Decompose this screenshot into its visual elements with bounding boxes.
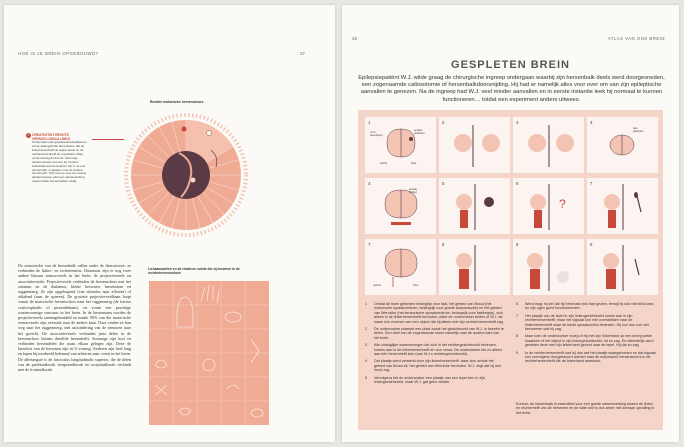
homunculus-diagram — [121, 105, 251, 245]
brain-dog-icon — [365, 178, 436, 234]
running-head-right: ATLAS VAN ONS BREIN — [607, 36, 665, 41]
label-links-2: links — [413, 284, 419, 287]
step-number: 9 — [516, 350, 519, 355]
callout — [27, 133, 92, 184]
step-number: 4 — [365, 359, 368, 364]
step-item — [516, 351, 656, 364]
page-title: GESPLETEN BREIN — [451, 59, 570, 71]
steps-left-column — [365, 302, 505, 388]
step-number: 6 — [516, 302, 519, 306]
step-illustration-8: 7 — [587, 178, 658, 234]
label-tast: tast- gebieden — [633, 127, 644, 133]
step-illustration-4: 3 tast- gebieden — [587, 117, 658, 173]
callout-title-2: VERSUS LOGICA LINKS — [32, 137, 70, 142]
grid-caption: Lichaamsdelen en de relatieve ruimte die zij innemen in de rechterhersenschors — [148, 267, 240, 276]
step-illustration-5: 4 spraak- gebied — [365, 178, 436, 234]
callout-marker: ! — [27, 133, 30, 137]
label-rechts: rechts — [380, 162, 388, 165]
brain-top-icon — [587, 117, 658, 173]
right-page — [342, 5, 679, 442]
callout-connector — [92, 139, 124, 140]
step-illustration-6: 5 — [439, 178, 510, 234]
step-item — [365, 327, 505, 340]
head-with-screen-icon — [439, 117, 510, 173]
callout-title-1: CREATIVITEIT RECHTS — [32, 133, 69, 137]
body-parts-illustrations — [149, 281, 269, 425]
homunculus-title: Rechter motorische hersenschors — [150, 100, 204, 104]
running-head-left: HOE IS JE BREIN OPGEBOUWD? — [18, 51, 99, 56]
split-brain-icon — [365, 117, 436, 173]
step-text: Omdat de twee gebieden belangrijk voor taal, het gebied van Broca (het motorische spraakcentrum, belangrijk voor goede taalproductie) en het gebied van Wernicke (het sensorische spraakcentrum, belangrijk voor taalbegrip), zich alleen in de linkerhersenhelft bevinden, wilde de onderzoeker testen of W.J. de naam kon noemen van een object dat hij alleen met zijn rechterhersenhelft zag. — [374, 302, 504, 324]
step-illustration-3: 3 — [513, 117, 584, 173]
step-text: Vervolgens liet de onderzoeker een plaatje van een lepel zien in zijn linkergezichtsveld, maar W.J. gaf geen reactie. — [374, 375, 485, 385]
step-number: 1 — [365, 302, 368, 306]
step-text: Werd mag; hij zei dat hij helemaal niks had gezien, terwijl hij ook niet blind was en zijn ogen goed functioneerden. — [525, 302, 654, 311]
person-question-icon — [513, 178, 584, 234]
step-text: Maar toen de onderzoeker vroeg of hij met zijn linkerhand op een kreeg welke kraakken of het object in zijn linkergezichtsveld, tot zo zag. En uiteindelijk werd gesleten deze met zijn linkerhand gericht naar de lepel. Hij dat zo zag. — [525, 334, 654, 348]
step-illustration-1: 1 vorm bevestigen spraak- gebieden rechts links — [365, 117, 436, 173]
step-illustration-10: 8 — [439, 239, 510, 295]
label-spraak: spraak- gebieden — [414, 129, 425, 135]
step-illustration-11: 9 — [513, 239, 584, 295]
step-item — [365, 343, 505, 356]
step-number: 2 — [365, 327, 368, 332]
svg-text:?: ? — [559, 197, 566, 211]
page-number-right: 26 — [352, 36, 358, 41]
step-item — [365, 376, 505, 385]
step-number: 3 — [365, 343, 368, 348]
label-rechter: rechter — [373, 284, 382, 287]
step-number: 7 — [516, 313, 519, 318]
page-number-left: 27 — [299, 51, 305, 56]
closing-text: Kortom: de hersenbalk is essentieel voor een goede samenwerking tussen de linker- en rechterhelft van de hersenen en de witte stof is dus zeker niet zomaar opvulling in het brein. — [516, 402, 655, 415]
step-item — [365, 302, 505, 324]
label-spraakgebied: spraak- gebied — [409, 188, 418, 194]
step-illustration-2: 2 — [439, 117, 510, 173]
left-page — [4, 5, 335, 442]
person-screen-icon — [439, 178, 510, 234]
step-text: In de rechterhersenhelft had hij dus wel het plaatje waargenomen en dat signaal kon vervolgens doorgestuurd worden naar de motorische hersenschors in de rechterhersenhelft die de linkerhand aanstuurt. — [525, 350, 656, 364]
steps-right-column — [516, 302, 656, 367]
person-spoon-icon — [587, 178, 658, 234]
intro-text: Epilepsiepatiënt W.J. wilde graag de chirurgische ingreep ondergaan waarbij zijn hersenbalk deels werd doorgesneden, een zogenaamde callosotomie of hersenbalkdoorsnijding. Hij had er namelijk alles voor over om van zijn epileptische aanvallen te genezen. Na de ingreep had W.J. veel minder aanvallen en in eerste instantie leek hij normaal te kunnen functioneren… totdat een experiment anders uitwees. — [358, 75, 665, 103]
step-illustration-12: 9 — [587, 239, 658, 295]
label-vorm: vorm bevestigen — [370, 131, 383, 137]
step-illustration-9: 7 rechter links — [365, 239, 436, 295]
step-item — [516, 314, 656, 332]
step-item — [365, 359, 505, 372]
step-item — [516, 334, 656, 347]
label-links: links — [411, 162, 417, 165]
step-item — [516, 302, 656, 311]
step-text: Het plaatje van de lepel in zijn linkergezichtsveld kwam aan in zijn rechterhersenhelft, maar het signaal kon niet overstekken naar de linkerhersenhelft waar de beide spraakcentra bevinden. Hij kon dus ook niet benoemen wat hij zag. — [525, 313, 649, 332]
person-grab-icon — [587, 239, 658, 295]
step-number: 5 — [365, 375, 368, 380]
callout-text: Onderzoek naar gespletenbreinpatiënten wordt vaak gebruikt als bekeken dat de linkerhersenhelft de logica bezat en de rechterhersenhelft de creativiteit. Maar onzerzoeksig dit dit niet. Sommige denkprocessen kunnen bij mensen inderdaad wat dominanter zijn in de ene hersenhelft, ongeteken met de andere hersenhelft. Toch hoor je voor de meeste denkprocessen juist een samenwerking tussen beide hersenhelften nodig. — [32, 140, 87, 184]
experiment-panel — [358, 110, 663, 430]
step-number: 8 — [516, 334, 519, 339]
step-text: Alle zintuiglijke waarnemingen die zich in het rechtergezichtsveld bevinden, komen aan in de linkerhersenhelft en vice versa. De onderzoeker liet zo alleen aan één hersenhelft zien (aan W.J.s rechtergezichtsveld). — [374, 343, 502, 357]
step-text: Dat plaatje werd verwerkt door zijn linkerhersenhelft, waar zich omdat het gebied van Broca zit, het gebied van Wernicke bevinden. W.J. zegt dat hij een hond zag. — [374, 359, 502, 373]
body-text: De sensorische van de hersenbalk vallen onder de denconsiste: ze verbinden de linker- en rechterhemis. Daarnaast zijn er nog twee andere klassen zenuwvezels in het brein: de projectievezels en associatievezels. Projectievezels verbinden de hersenschors met het striatum en de thalamus, kleine hersenen, hersenstam en ruggenmerg. Ze zijn opgebogend (van stimulus naar afferent) of afdalend (naar de spieren). De grootste projectievezelbaan loopt vanuit de motorische hersenschors naar het ruggenmerg (de tractus corticospinalis of piramidebaan), en vormt een prachtige waaiervormige structuur in het brein. In de hersenstam worden de projectievezels samengebundeld en maakt 90% van die motorische zenuwvezels zijn overstek naar de andere kant. Daar vinden ze hun weg naar het ruggenmerg, met uitzondering van de zenuwen naar het gezicht. De associatievezels verbinden juist delen in de hersenschors binnen dezelfde hersenhelft. Sommige zijn kort en verbinden hersendelen die naast elkaar gelegen zijn. Deze de knoeksis van de hersenen zijn in U-vormig. Anderen zijn heel lang en lopen bijvoorbeeld helemaal van achteren naar voren in het brein. De allerlangste is de fasciculus longitudinalis superior, die de delen van de pariëtaalkwab, temporaalkwab en occipitaalkwab verbindt met de frontaalkwab. — [18, 263, 131, 373]
body-parts-grid — [149, 281, 269, 425]
hand-reach-icon — [513, 239, 584, 295]
person-side-icon — [439, 239, 510, 295]
step-illustration-7: 6 ? — [513, 178, 584, 234]
head-screen-icon-2 — [513, 117, 584, 173]
step-text: De onderzoeker plaatste een plaat zodat het gezichtsveld van W.J. in tweeën te delen. Een deel van de zogenaamde kruist namelijk naar de andere kant van het brein. — [374, 327, 504, 340]
